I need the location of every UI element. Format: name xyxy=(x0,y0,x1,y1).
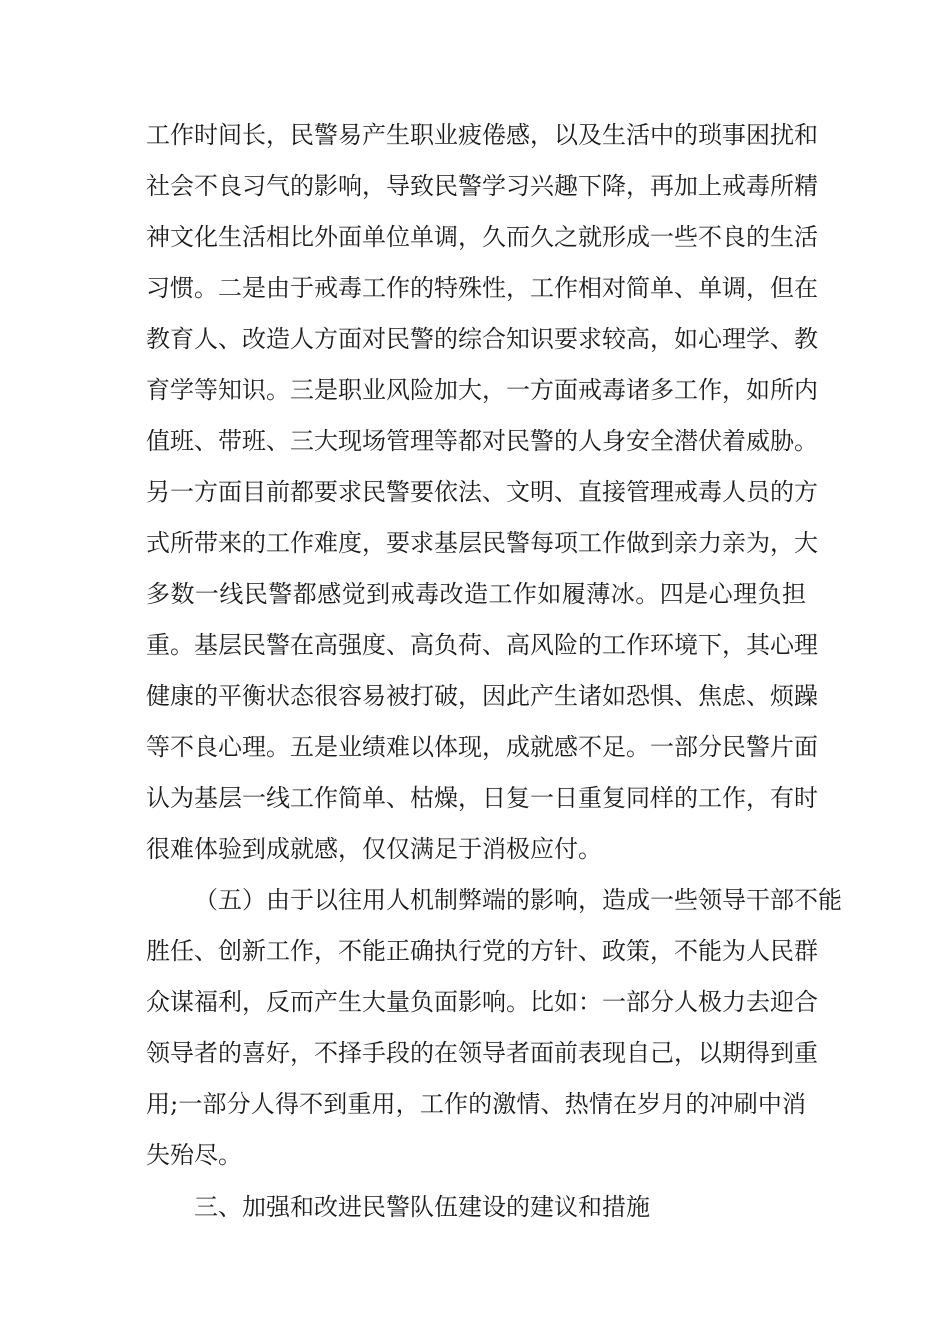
body-text-line: 健康的平衡状态很容易被打破，因此产生诸如恐惧、焦虑、烦躁 xyxy=(146,682,818,710)
body-text-line: 胜任、创新工作，不能正确执行党的方针、政策，不能为人民群 xyxy=(146,937,818,965)
body-text-line: 社会不良习气的影响，导致民警学习兴趣下降，再加上戒毒所精 xyxy=(146,172,818,200)
body-text-line: 多数一线民警都感觉到戒毒改造工作如履薄冰。四是心理负担 xyxy=(146,580,806,608)
body-text-line: 习惯。二是由于戒毒工作的特殊性，工作相对简单、单调，但在 xyxy=(146,274,818,302)
body-text-line: 工作时间长，民警易产生职业疲倦感，以及生活中的琐事困扰和 xyxy=(146,121,818,149)
body-text-line: 用;一部分人得不到重用，工作的激情、热情在岁月的冲刷中消 xyxy=(146,1090,806,1118)
body-text-line: 认为基层一线工作简单、枯燥，日复一日重复同样的工作，有时 xyxy=(146,784,818,812)
body-text-line: 很难体验到成就感，仅仅满足于消极应付。 xyxy=(146,835,602,863)
body-text-line: 教育人、改造人方面对民警的综合知识要求较高，如心理学、教 xyxy=(146,325,818,353)
body-text-line: 式所带来的工作难度，要求基层民警每项工作做到亲力亲为，大 xyxy=(146,529,818,557)
body-text-line: 领导者的喜好，不择手段的在领导者面前表现自己，以期得到重 xyxy=(146,1039,818,1067)
section-heading: 三、加强和改进民警队伍建设的建议和措施 xyxy=(194,1193,650,1221)
body-text-line: 值班、带班、三大现场管理等都对民警的人身安全潜伏着威胁。 xyxy=(146,427,818,455)
body-text-line: 重。基层民警在高强度、高负荷、高风险的工作环境下，其心理 xyxy=(146,631,818,659)
body-text-line: 失殆尽。 xyxy=(146,1141,242,1169)
paragraph-start-line: （五）由于以往用人机制弊端的影响，造成一些领导干部不能 xyxy=(194,886,842,914)
body-text-line: 众谋福利，反而产生大量负面影响。比如：一部分人极力去迎合 xyxy=(146,988,818,1016)
body-text-line: 另一方面目前都要求民警要依法、文明、直接管理戒毒人员的方 xyxy=(146,478,818,506)
body-text-line: 等不良心理。五是业绩难以体现，成就感不足。一部分民警片面 xyxy=(146,733,818,761)
body-text-line: 育学等知识。三是职业风险加大，一方面戒毒诸多工作，如所内 xyxy=(146,376,818,404)
body-text-line: 神文化生活相比外面单位单调，久而久之就形成一些不良的生活 xyxy=(146,223,818,251)
